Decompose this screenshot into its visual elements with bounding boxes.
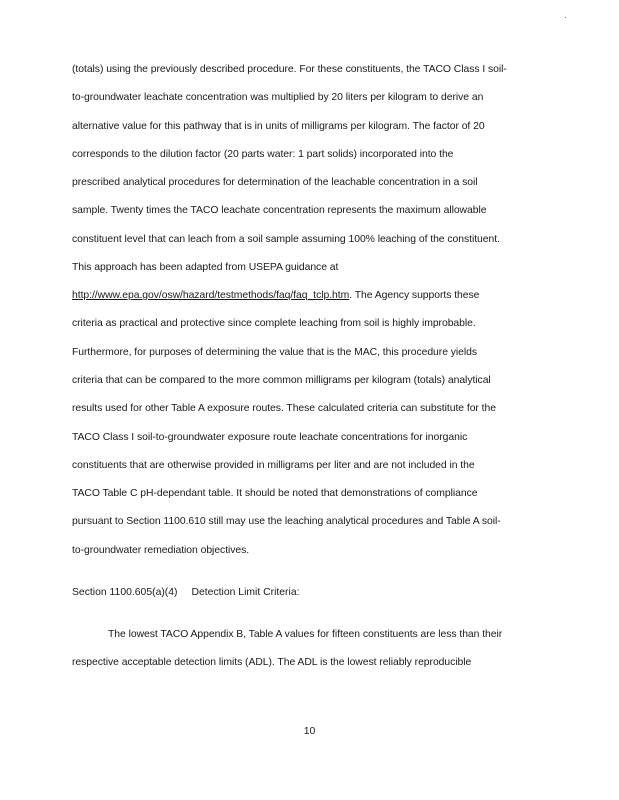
body-line: The lowest TACO Appendix B, Table A values for fifteen constituents are less than their: [108, 629, 503, 640]
body-line: pursuant to Section 1100.610 still may use the leaching analytical procedures and Table A soil-: [72, 516, 501, 527]
corner-mark: ·: [564, 13, 567, 22]
body-line-with-link: [72, 289, 479, 303]
body-line: (totals) using the previously described procedure. For these constituents, the TACO Class I soil-: [72, 64, 507, 75]
section-number: Section 1100.605(a)(4): [72, 587, 178, 598]
body-line: constituents that are otherwise provided in milligrams per liter and are not included in the: [72, 460, 475, 471]
section-heading: [72, 586, 300, 600]
body-line: alternative value for this pathway that is in units of milligrams per kilogram. The factor of 20: [72, 121, 485, 132]
body-line: constituent level that can leach from a soil sample assuming 100% leaching of the constituent.: [72, 234, 500, 245]
page-number: 10: [303, 726, 316, 737]
body-line: respective acceptable detection limits (ADL). The ADL is the lowest reliably reproducible: [72, 657, 472, 668]
body-line: results used for other Table A exposure routes. These calculated criteria can substitute for the: [72, 403, 496, 414]
body-line: criteria as practical and protective since complete leaching from soil is highly improbable.: [72, 318, 476, 329]
body-line: Furthermore, for purposes of determining the value that is the MAC, this procedure yields: [72, 347, 478, 358]
body-line: TACO Table C pH-dependant table. It should be noted that demonstrations of compliance: [72, 488, 478, 499]
body-line: criteria that can be compared to the more common milligrams per kilogram (totals) analytical: [72, 375, 491, 386]
body-line: This approach has been adapted from USEPA guidance at: [72, 262, 339, 273]
body-line: corresponds to the dilution factor (20 parts water: 1 part solids) incorporated into the: [72, 149, 454, 160]
body-line: prescribed analytical procedures for determination of the leachable concentration in a soil: [72, 177, 478, 188]
epa-guidance-link[interactable]: http://www.epa.gov/osw/hazard/testmethods/faq/faq_tclp.htm: [72, 290, 350, 301]
body-line-tail: . The Agency supports these: [349, 290, 480, 301]
section-title: Detection Limit Criteria:: [191, 587, 300, 598]
body-line: to-groundwater leachate concentration was multiplied by 20 liters per kilogram to derive an: [72, 92, 484, 103]
body-line: sample. Twenty times the TACO leachate concentration represents the maximum allowable: [72, 205, 487, 216]
body-line: TACO Class I soil-to-groundwater exposure route leachate concentrations for inorganic: [72, 432, 468, 443]
body-line: to-groundwater remediation objectives.: [72, 545, 250, 556]
